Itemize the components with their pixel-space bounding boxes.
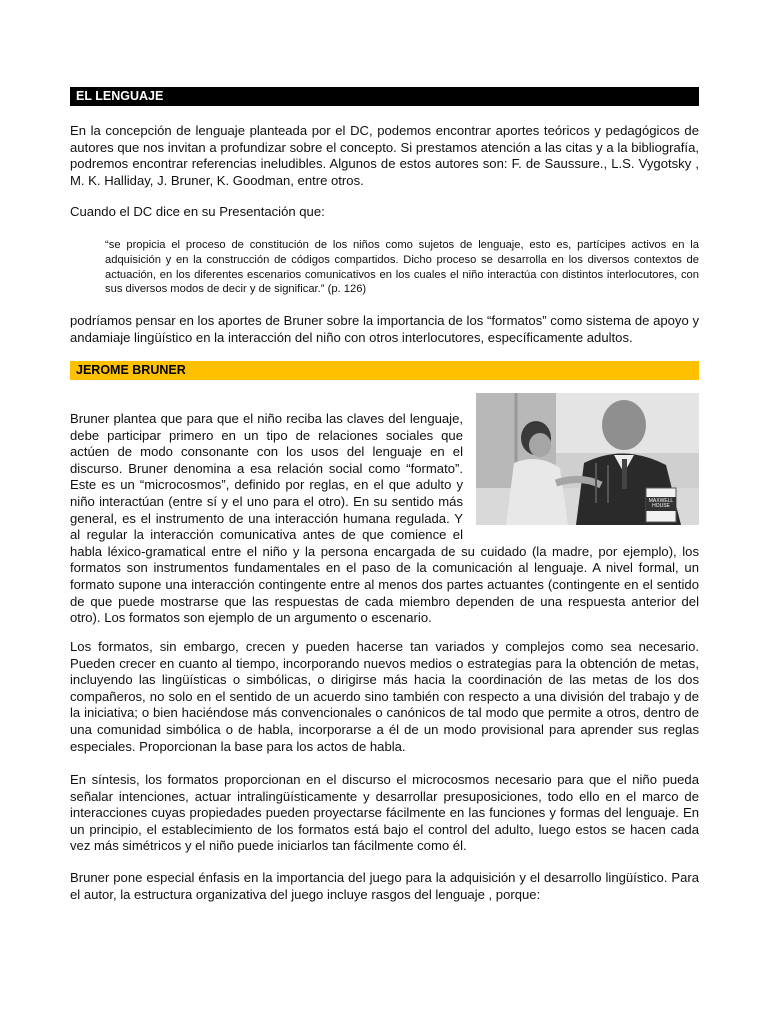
section-heading-jerome-bruner: JEROME BRUNER xyxy=(70,361,699,380)
after-quote-paragraph: podríamos pensar en los aportes de Bruner sobre la importancia de los “formatos” como sistema de apoyo y andamiaje lingüístico en la interacción del niño con otros interlocutores, específicamente adultos. xyxy=(70,313,699,345)
bruner-photo xyxy=(476,393,699,525)
bruner-paragraph-4: Bruner pone especial énfasis en la importancia del juego para la adquisición y el desarrollo lingüístico. Para el autor, la estructura organizativa del juego incluye rasgos del lenguaje , porque: xyxy=(70,870,699,902)
section-heading-el-lenguaje: EL LENGUAJE xyxy=(70,87,699,106)
block-quote: “se propicia el proceso de constitución de los niños como sujetos de lenguaje, esto es, partícipes activos en la adquisición y en la construcción de códigos compartidos. Dicho proceso se desarrolla en los diversos contextos de actuación, en los diferentes escenarios comunicativos en los cuales el niño interactúa con distintos interlocutores, con sus diversos modos de decir y de significar.” (p. 126) xyxy=(105,239,699,296)
intro-paragraph: En la concepción de lenguaje planteada por el DC, podemos encontrar aportes teóricos y pedagógicos de autores que nos invitan a profundizar sobre el concepto. Si prestamos atención a las citas y a la bibliografía, podremos encontrar referencias ineludibles. Algunos de estos autores son: F. de Saussure., L.S. Vygotsky , M. K. Halliday, J. Bruner, K. Goodman, entre otros. xyxy=(70,123,699,188)
photo-can-label: MAXWELL HOUSE xyxy=(648,498,674,509)
bruner-paragraph-2: Los formatos, sin embargo, crecen y pueden hacerse tan variados y complejos como sea necesario. Pueden crecer en cuanto al tiempo, incorporando nuevos medios o estrategias para la obtención de metas, incluyendo las lingüísticas o simbólicas, o dirigirse más hacia la coordinación de las metas de los dos compañeros, no solo en el sentido de un acuerdo sino también con respecto a una división del trabajo y de la iniciativa; o bien haciéndose más convencionales o canónicos de tal modo que permite a otros, dentro de una comunidad simbólica o de habla, incorporarse a él de un modo provisional para aprender sus reglas especiales. Proporcionan la base para los actos de habla. xyxy=(70,639,699,754)
bruner-paragraph-1: Bruner plantea que para que el niño reciba las claves del lenguaje, debe participar primero en un tipo de relaciones sociales que actúen de modo consonante con los usos del lenguaje en el discurso. Bruner denomina a esa relación social como “formato”. Este es un “microcosmos”, definido por reglas, en el que adulto y niño interactúan (entre sí y el uno para el otro). En su sentido más general, es el instrumento de una interacción humana regulada. Y al regular la interacción comunicativa antes de que comience el habla léxico-gramatical entre el niño y la persona encargada de su cuidado (la madre, por ejemplo), los formatos son instrumentos fundamentales en el paso de la comunicación al lenguaje. A nivel formal, un formato supone una interacción contingente entre al menos dos partes actuantes (contingente en el sentido de que puede mostrarse que las respuestas de cada miembro dependen de una respuesta anterior del otro). Los formatos son ejemplo de un argumento o escenario. xyxy=(70,411,699,626)
lead-paragraph: Cuando el DC dice en su Presentación que: xyxy=(70,204,325,219)
bruner-paragraph-3: En síntesis, los formatos proporcionan en el discurso el microcosmos necesario para que el niño pueda señalar intenciones, actuar intralingüísticamente y desarrollar presuposiciones, todo ello en el marco de interacciones cuyas propiedades pueden proyectarse fácilmente en las funciones y formas del lenguaje. En un principio, el establecimiento de los formatos está bajo el control del adulto, luego estos se hacen cada vez más simétricos y el niño puede iniciarlos tan fácilmente como él. xyxy=(70,772,699,854)
bruner-text-block xyxy=(70,411,699,627)
